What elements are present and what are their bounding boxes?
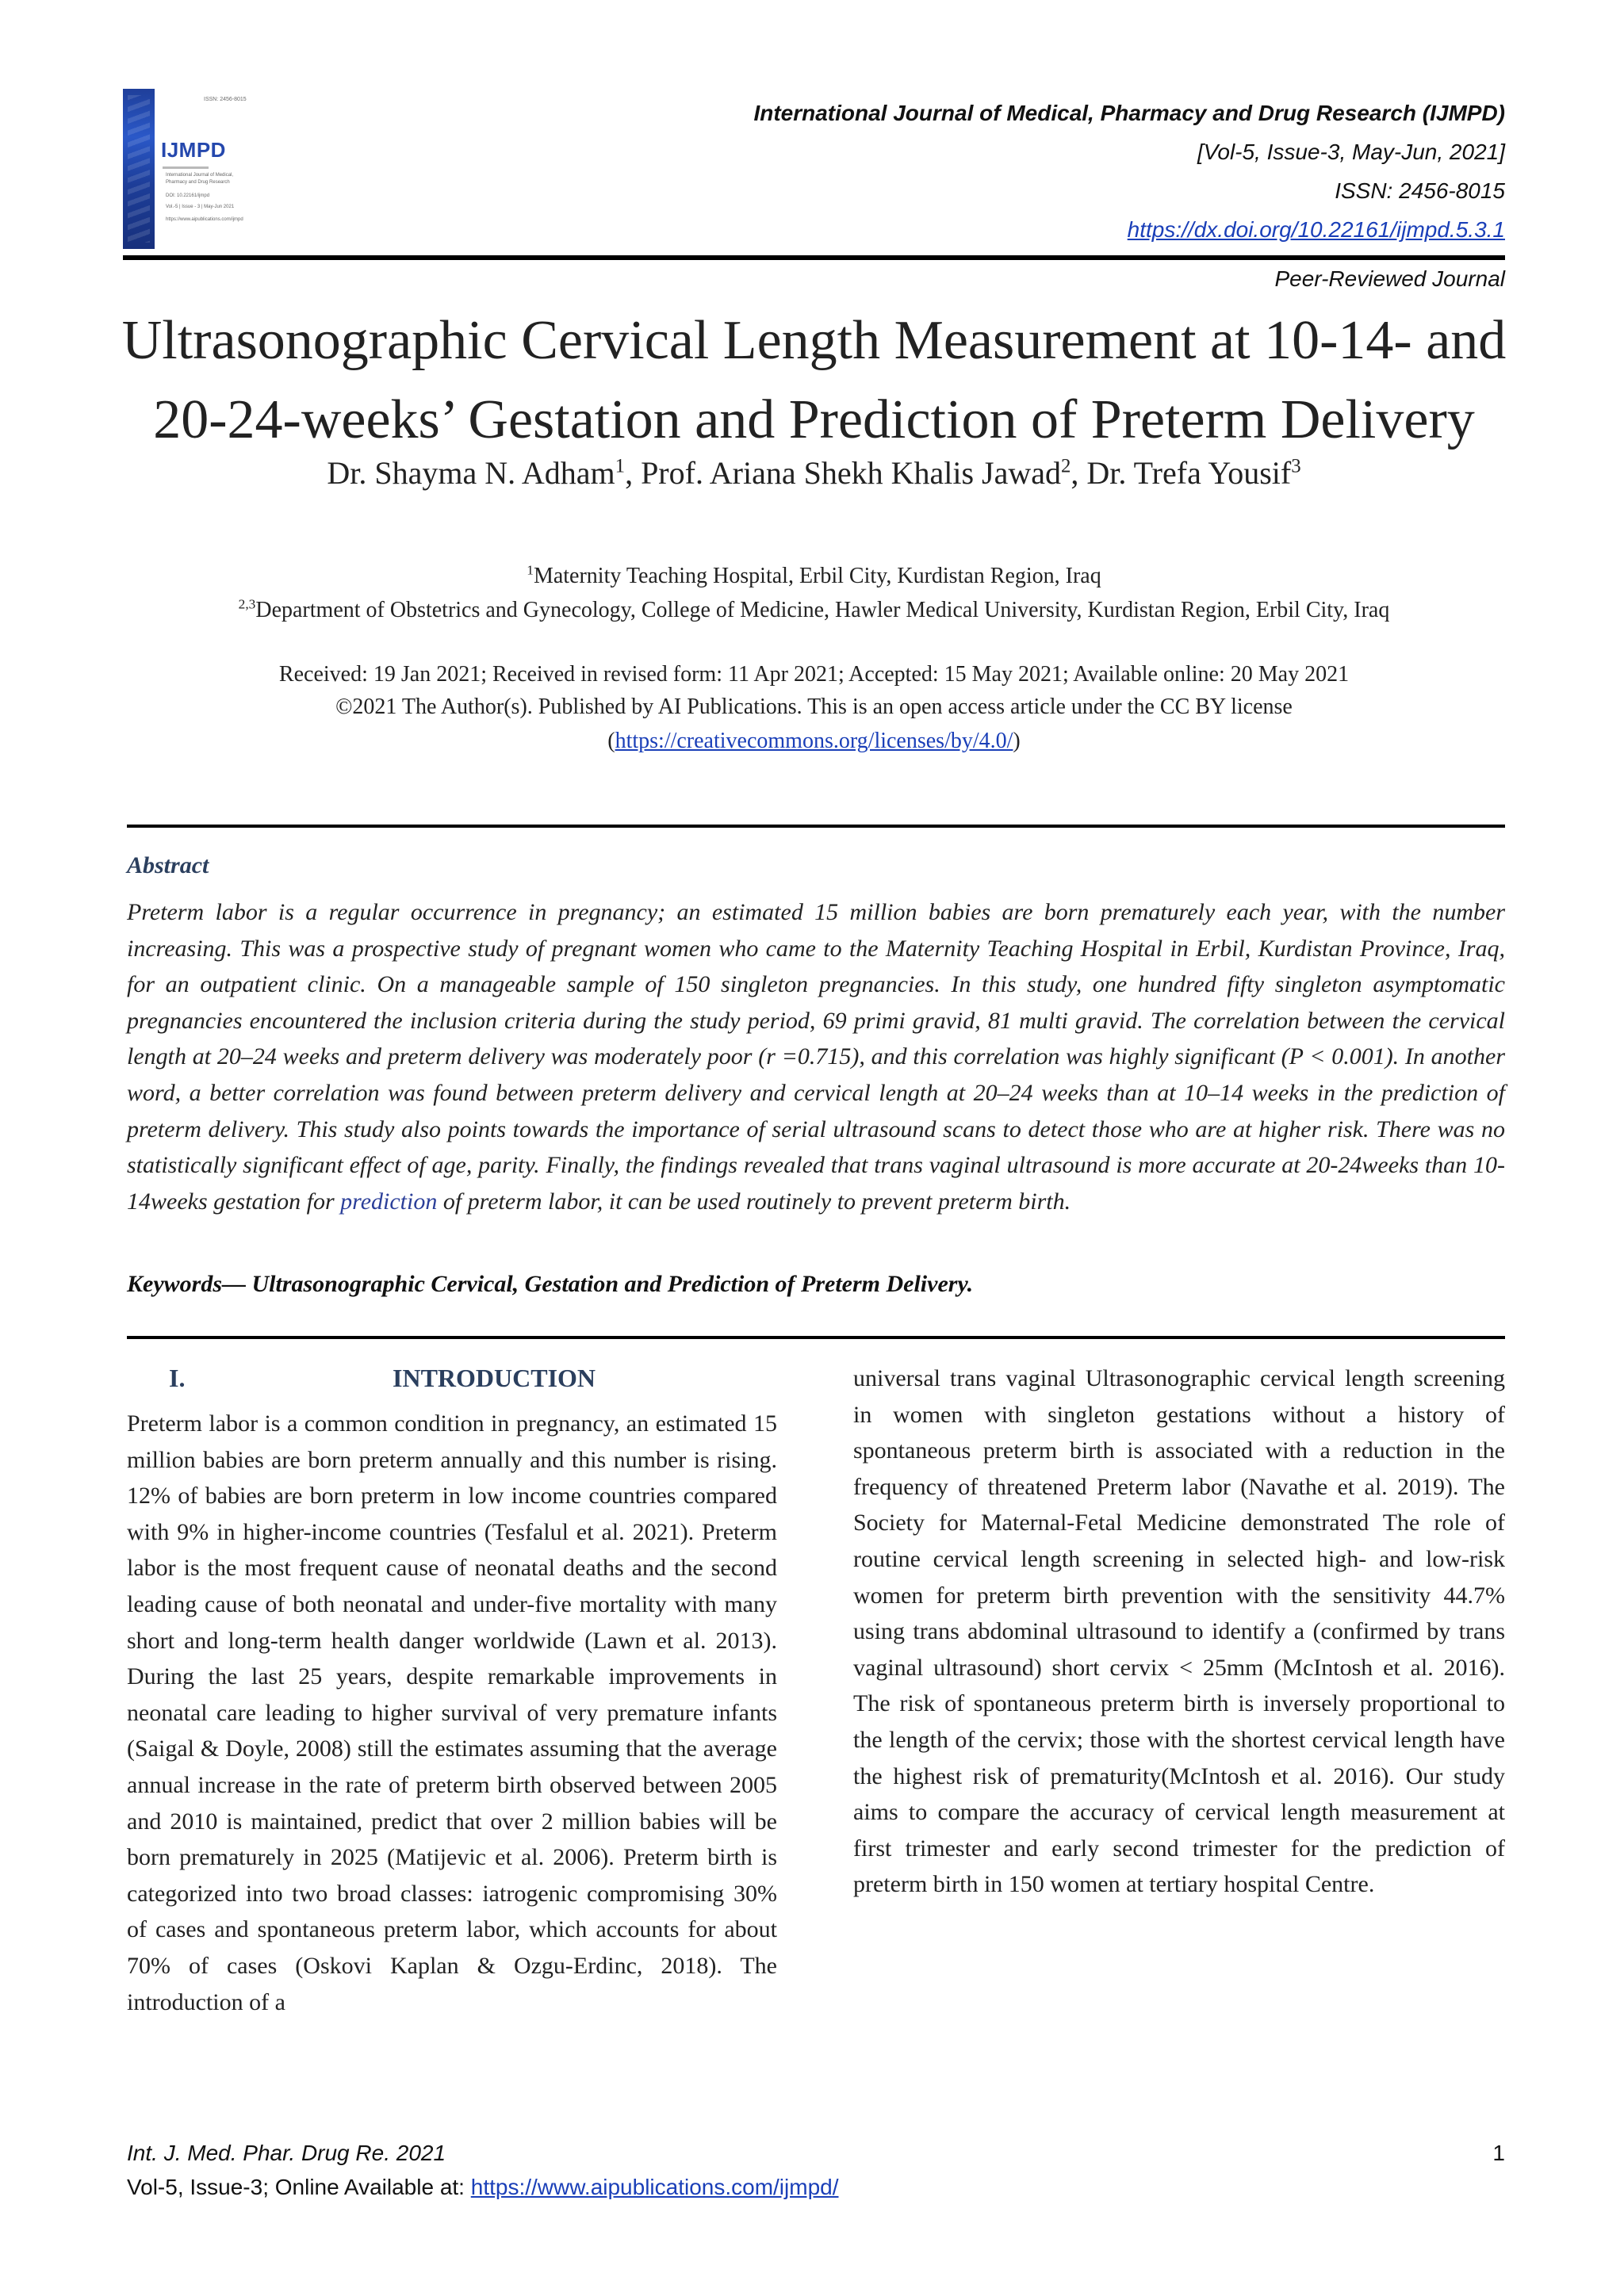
journal-issn: ISSN: 2456-8015 [1335,178,1505,203]
license-close-paren: ) [1013,729,1021,753]
logo-cover-strip [123,89,155,249]
abstract-text-part: of preterm labor, it can be used routinely to prevent preterm birth. [437,1188,1071,1215]
affiliation-mark: 1 [527,562,534,578]
copyright-notice: ©2021 The Author(s). Published by AI Publications. This is an open access article under the CC BY license [335,695,1293,719]
article-dates: Received: 19 Jan 2021; Received in revised form: 11 Apr 2021; Accepted: 15 May 2021; Available online: 20 May 2021 [278,662,1350,687]
logo-subline: International Journal of Medical, [166,173,234,178]
author-name: , Dr. Trefa Yousif [1071,455,1292,491]
abstract-heading: Abstract [127,852,209,878]
header-rule [123,255,1505,260]
logo-subline: DOI: 10.22161/ijmpd [166,193,210,198]
title-line: 20-24-weeks’ Gestation and Prediction of Preterm Delivery [153,389,1475,450]
keywords: Keywords— Ultrasonographic Cervical, Gestation and Prediction of Preterm Delivery. [127,1271,974,1297]
logo-subline: Vol.-5 | Issue - 3 | May-Jun 2021 [166,205,235,209]
section-heading [0,1364,793,1395]
logo-issn: ISSN: 2456-8015 [204,97,247,102]
abstract-text-part: Preterm labor is a regular occurrence in pregnancy; an estimated 15 million babies are born prematurely each year, with the number increasing. This was a prospective study of pregnant women who came to the Maternity Teaching Hospital in Erbil, Kurdistan Province, Iraq, for an outpatient clinic. On a manageable sample of 150 singleton pregnancies. In this study, one hundred fifty singleton asymptomatic pregnancies encountered the inclusion criteria during the study period, 69 primi gravid, 81 multi gravid. The correlation between the cervical length at 20–24 weeks and preterm delivery was moderately poor (r =0.715), and this correlation was highly significant (P < 0.001). In another word, a better correlation was found between preterm delivery and cervical length at 20–24 weeks than at 10–14 weeks in the prediction of preterm delivery. This study also points towards the importance of serial ultrasound scans to detect those who are at higher risk. There was no statistically significant effect of age, parity. Finally, the findings revealed that trans vaginal ultrasound is more accurate at 20-24weeks than 10-14weeks gestation for [127,899,1505,1215]
paper-title [111,301,1517,460]
footer-citation: Int. J. Med. Phar. Drug Re. 2021 [127,2141,446,2165]
author-affiliation-mark: 3 [1291,455,1301,477]
author-name: Dr. Shayma N. Adham [327,455,615,491]
footer-availability-text: Vol-5, Issue-3; Online Available at: [127,2175,471,2199]
peer-reviewed-label: Peer-Reviewed Journal [1274,266,1505,291]
page-number: 1 [1492,2141,1505,2165]
logo-divider [163,166,209,169]
license-link[interactable]: https://creativecommons.org/licenses/by/4.0/ [615,729,1013,753]
journal-logo [123,89,250,249]
abstract-bottom-rule [127,1336,1505,1339]
body-column-left: Preterm labor is a common condition in pregnancy, an estimated 15 million babies are born preterm annually and this number is rising. 12% of babies are born preterm in low income countries compared with 9% in higher-income countries (Tesfalul et al. 2021). Preterm labor is the most frequent cause of neonatal deaths and the second leading cause of both neonatal and under-five mortality with many short and long-term health danger worldwide (Lawn et al. 2013). During the last 25 years, despite remarkable improvements in neonatal care leading to higher survival of very premature infants (Saigal & Doyle, 2008) still the estimates assuming that the average annual increase in the rate of preterm birth observed between 2005 and 2010 is maintained, predict that over 2 million babies will be born prematurely in 2025 (Matijevic et al. 2006). Preterm birth is categorized into two broad classes: iatrogenic compromising 30% of cases and spontaneous preterm labor, which accounts for about 70% of cases (Oskovi Kaplan & Ozgu-Erdinc, 2018). The introduction of a [127,1410,777,2015]
abstract-highlight-word: prediction [340,1188,438,1215]
author-name: , Prof. Ariana Shekh Khalis Jawad [625,455,1061,491]
journal-volume: [Vol-5, Issue-3, May-Jun, 2021] [1197,140,1505,164]
logo-subline: https://www.aipublications.com/ijmpd [166,217,243,222]
affiliation-text: Department of Obstetrics and Gynecology, College of Medicine, Hawler Medical University, Kurdistan Region, Erbil City, Iraq [255,598,1390,622]
logo-subline: Pharmacy and Drug Research [166,180,230,185]
affiliation-text: Maternity Teaching Hospital, Erbil City, Kurdistan Region, Iraq [533,564,1101,588]
section-number: I. [169,1364,186,1392]
footer-availability [127,2175,839,2200]
footer-journal-link[interactable]: https://www.aipublications.com/ijmpd/ [470,2175,839,2199]
author-list [111,454,1517,492]
affiliation-mark: 2,3 [238,596,256,612]
journal-name: International Journal of Medical, Pharmacy and Drug Research (IJMPD) [753,101,1505,125]
affiliation-2 [111,598,1517,623]
section-title: INTRODUCTION [393,1364,596,1392]
abstract-top-rule [127,825,1505,828]
affiliation-1 [111,564,1517,589]
doi-link[interactable]: https://dx.doi.org/10.22161/ijmpd.5.3.1 [1127,217,1505,242]
logo-wordmark: IJMPD [161,138,226,162]
author-affiliation-mark: 1 [615,455,626,477]
license-line [111,729,1517,754]
license-open-paren: ( [607,729,615,753]
author-affiliation-mark: 2 [1060,455,1071,477]
abstract-text [127,894,1505,1219]
body-column-right: universal trans vaginal Ultrasonographic cervical length screening in women with singleton gestations without a history of spontaneous preterm birth is associated with a reduction in the frequency of threatened Preterm labor (Navathe et al. 2019). The Society for Maternal-Fetal Medicine demonstrated The role of routine cervical length screening in selected high- and low-risk women for preterm birth prevention with the sensitivity 44.7% using trans abdominal ultrasound to identify a (confirmed by trans vaginal ultrasound) short cervix < 25mm (McIntosh et al. 2016). The risk of spontaneous preterm birth is inversely proportional to the length of the cervix; those with the shortest cervical length have the highest risk of prematurity(McIntosh et al. 2016). Our study aims to compare the accuracy of cervical length measurement at first trimester and early second trimester for the prediction of preterm birth in 150 women at tertiary hospital Centre. [853,1365,1505,1898]
title-line: Ultrasonographic Cervical Length Measurement at 10-14- and [121,310,1507,371]
